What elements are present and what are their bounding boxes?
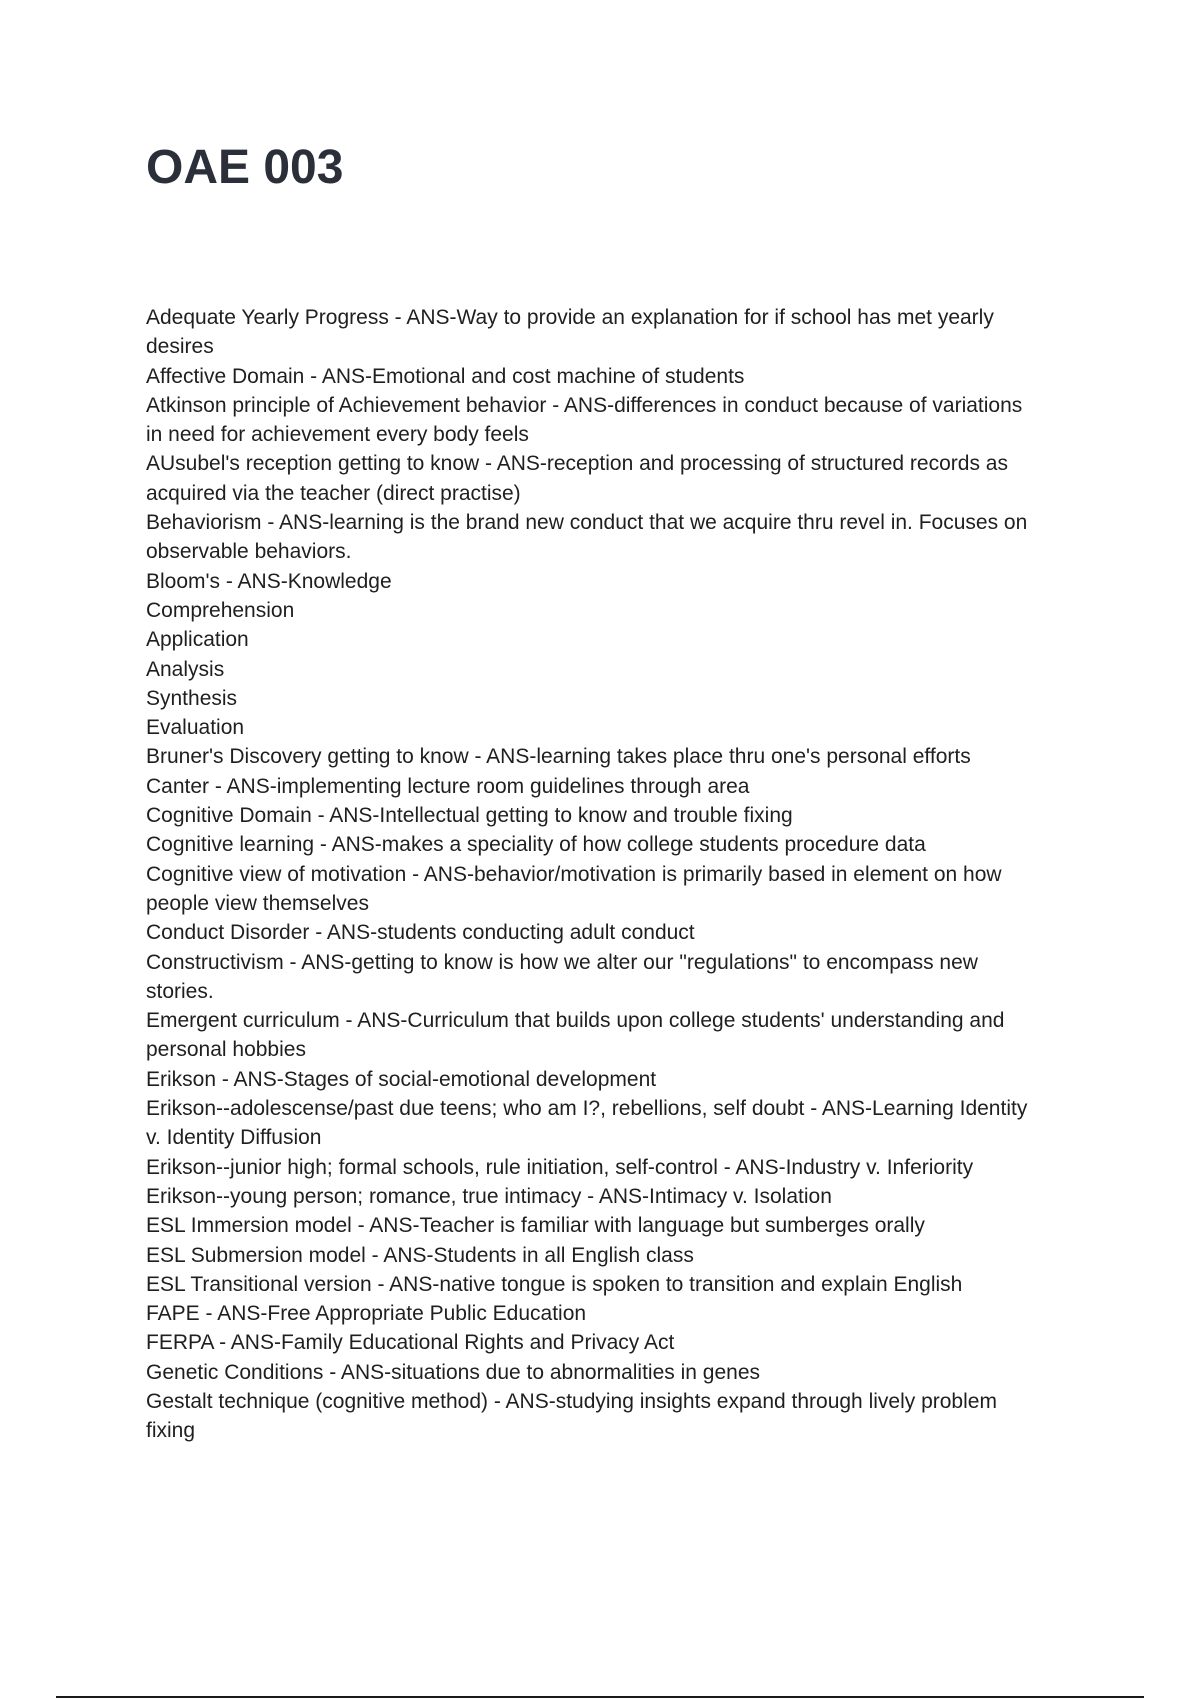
text-line: Synthesis [146, 686, 238, 710]
text-line: Bloom's - ANS-Knowledge [146, 569, 392, 593]
text-line: Erikson - ANS-Stages of social-emotional development [146, 1067, 657, 1091]
text-line: Analysis [146, 657, 225, 681]
text-line: Bruner's Discovery getting to know - ANS-learning takes place thru one's personal efforts [146, 745, 971, 769]
text-line: Genetic Conditions - ANS-situations due to abnormalities in genes [146, 1360, 761, 1384]
text-line: v. Identity Diffusion [146, 1126, 322, 1150]
text-line: Cognitive learning - ANS-makes a speciality of how college students procedure data [146, 833, 926, 857]
text-line: personal hobbies [146, 1038, 306, 1062]
text-line: Affective Domain - ANS-Emotional and cost machine of students [146, 364, 745, 388]
text-line: in need for achievement every body feels [146, 423, 529, 447]
text-line: observable behaviors. [146, 540, 352, 564]
text-line: Canter - ANS-implementing lecture room guidelines through area [146, 774, 750, 798]
text-line: Gestalt technique (cognitive method) - ANS-studying insights expand through lively problem [146, 1389, 997, 1413]
page-title: OAE 003 [146, 141, 344, 194]
glossary-body [146, 303, 1086, 1446]
text-line: Atkinson principle of Achievement behavior - ANS-differences in conduct because of variations [146, 393, 1023, 417]
text-line: AUsubel's reception getting to know - ANS-reception and processing of structured records as [146, 452, 1008, 476]
text-line: acquired via the teacher (direct practise) [146, 481, 521, 505]
text-line: Cognitive Domain - ANS-Intellectual getting to know and trouble fixing [146, 804, 793, 828]
text-line: Evaluation [146, 716, 245, 740]
text-line: FERPA - ANS-Family Educational Rights and Privacy Act [146, 1331, 675, 1355]
text-line: stories. [146, 979, 214, 1003]
text-line: Conduct Disorder - ANS-students conducting adult conduct [146, 921, 695, 945]
text-line: Comprehension [146, 598, 295, 622]
text-line: desires [146, 335, 214, 359]
text-line: Erikson--young person; romance, true intimacy - ANS-Intimacy v. Isolation [146, 1184, 832, 1208]
text-line: fixing [146, 1419, 196, 1443]
text-line: Erikson--junior high; formal schools, rule initiation, self-control - ANS-Industry v. Inferiority [146, 1155, 974, 1179]
text-line: ESL Immersion model - ANS-Teacher is familiar with language but sumberges orally [146, 1214, 925, 1238]
text-line: Adequate Yearly Progress - ANS-Way to provide an explanation for if school has met yearly [146, 306, 994, 329]
text-line: Behaviorism - ANS-learning is the brand new conduct that we acquire thru revel in. Focuses on [146, 511, 1028, 535]
text-line: Application [146, 628, 249, 652]
text-line: Erikson--adolescense/past due teens; who am I?, rebellions, self doubt - ANS-Learning Identity [146, 1097, 1028, 1121]
text-line: ESL Transitional version - ANS-native tongue is spoken to transition and explain English [146, 1272, 963, 1296]
footer-divider [56, 1696, 1144, 1698]
text-line: people view themselves [146, 891, 369, 915]
text-line: Cognitive view of motivation - ANS-behavior/motivation is primarily based in element on how [146, 862, 1002, 886]
text-line: FAPE - ANS-Free Appropriate Public Education [146, 1302, 587, 1326]
text-line: Constructivism - ANS-getting to know is how we alter our "regulations" to encompass new [146, 950, 978, 974]
text-line: ESL Submersion model - ANS-Students in all English class [146, 1243, 694, 1267]
text-line: Emergent curriculum - ANS-Curriculum that builds upon college students' understanding and [146, 1009, 1005, 1033]
